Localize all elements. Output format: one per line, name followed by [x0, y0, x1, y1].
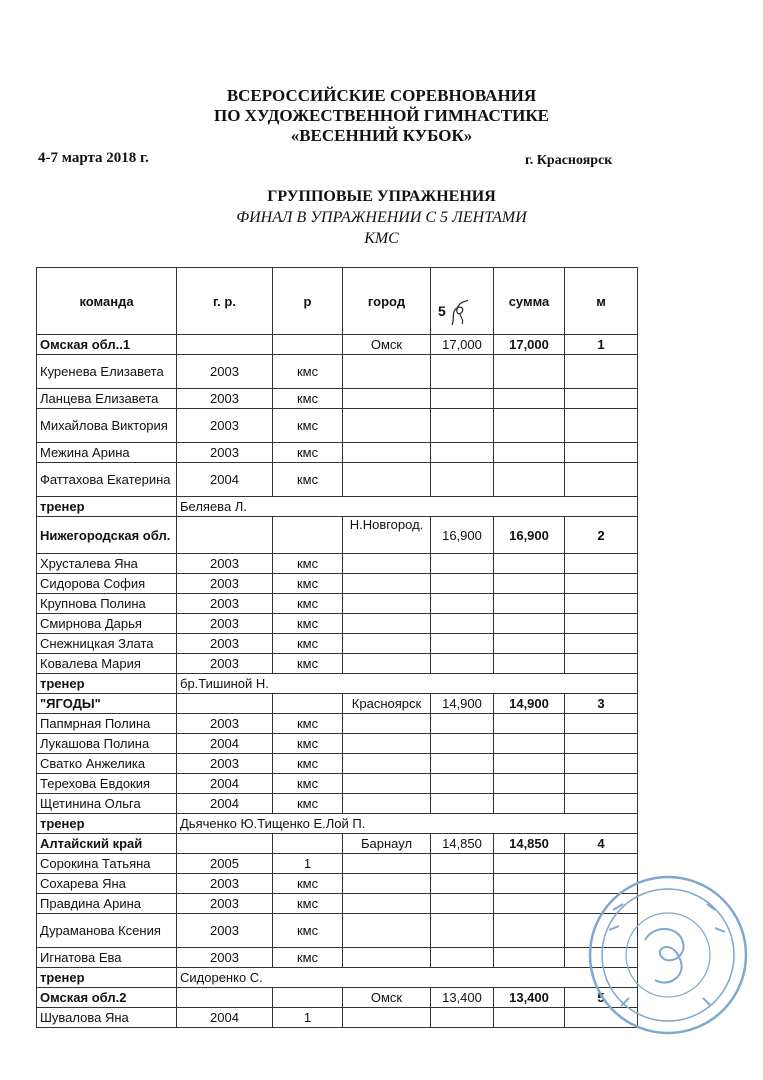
empty-cell	[565, 554, 638, 574]
empty-cell	[494, 634, 565, 654]
empty-cell	[494, 874, 565, 894]
athlete-rank: кмс	[273, 614, 343, 634]
empty-cell	[565, 463, 638, 497]
athlete-rank: 1	[273, 854, 343, 874]
empty-cell	[494, 594, 565, 614]
athlete-row	[37, 554, 638, 574]
empty-cell	[343, 443, 431, 463]
athlete-year: 2004	[177, 734, 273, 754]
team-place: 5	[565, 988, 638, 1008]
athlete-year: 2003	[177, 614, 273, 634]
empty-cell	[343, 894, 431, 914]
athlete-name: Терехова Евдокия	[37, 774, 177, 794]
empty-cell	[431, 594, 494, 614]
empty-cell	[565, 734, 638, 754]
athlete-row	[37, 948, 638, 968]
athlete-name: Игнатова Ева	[37, 948, 177, 968]
athlete-year: 2003	[177, 874, 273, 894]
team-score: 17,000	[431, 335, 494, 355]
section-category: КМС	[364, 230, 399, 247]
empty-cell	[494, 463, 565, 497]
results-table	[36, 267, 638, 1028]
team-year-cell	[177, 988, 273, 1008]
athlete-row	[37, 634, 638, 654]
athlete-year: 2003	[177, 574, 273, 594]
athlete-name: Дураманова Ксения	[37, 914, 177, 948]
empty-cell	[343, 654, 431, 674]
athlete-year: 2003	[177, 914, 273, 948]
athlete-rank: кмс	[273, 654, 343, 674]
empty-cell	[565, 634, 638, 654]
team-place: 1	[565, 335, 638, 355]
empty-cell	[343, 1008, 431, 1028]
athlete-year: 2003	[177, 754, 273, 774]
athlete-name: Лукашова Полина	[37, 734, 177, 754]
athlete-year: 2004	[177, 774, 273, 794]
team-sum: 13,400	[494, 988, 565, 1008]
athlete-name: Папмрная Полина	[37, 714, 177, 734]
empty-cell	[343, 914, 431, 948]
athlete-year: 2003	[177, 389, 273, 409]
empty-cell	[494, 714, 565, 734]
section-subtitle: ФИНАЛ В УПРАЖНЕНИИ С 5 ЛЕНТАМИ	[236, 209, 527, 226]
empty-cell	[431, 854, 494, 874]
coach-name: Дьяченко Ю.Тищенко Е.Лой П.	[177, 814, 638, 834]
empty-cell	[494, 794, 565, 814]
empty-cell	[431, 574, 494, 594]
athlete-year: 2003	[177, 443, 273, 463]
athlete-rank: кмс	[273, 734, 343, 754]
doc-title-line2: ПО ХУДОЖЕСТВЕННОЙ ГИМНАСТИКЕ	[213, 106, 550, 125]
empty-cell	[565, 355, 638, 389]
empty-cell	[431, 463, 494, 497]
athlete-year: 2004	[177, 794, 273, 814]
athlete-rank: кмс	[273, 714, 343, 734]
empty-cell	[494, 1008, 565, 1028]
empty-cell	[343, 754, 431, 774]
athlete-name: Куренева Елизавета	[37, 355, 177, 389]
empty-cell	[565, 443, 638, 463]
team-score: 14,850	[431, 834, 494, 854]
athlete-year: 2003	[177, 554, 273, 574]
empty-cell	[431, 389, 494, 409]
empty-cell	[431, 794, 494, 814]
col-header-place: м	[565, 268, 638, 335]
coach-label: тренер	[37, 497, 177, 517]
empty-cell	[343, 734, 431, 754]
team-name: Алтайский край	[37, 834, 177, 854]
empty-cell	[431, 914, 494, 948]
empty-cell	[565, 574, 638, 594]
team-row	[37, 988, 638, 1008]
team-sum: 17,000	[494, 335, 565, 355]
athlete-year: 2003	[177, 654, 273, 674]
empty-cell	[431, 443, 494, 463]
table-header-row	[37, 268, 638, 335]
col-header-sum: сумма	[494, 268, 565, 335]
athlete-year: 2004	[177, 463, 273, 497]
athlete-rank: кмс	[273, 594, 343, 614]
team-name: Омская обл.2	[37, 988, 177, 1008]
team-city: Красноярск	[343, 694, 431, 714]
athlete-rank: кмс	[273, 409, 343, 443]
team-city: Омск	[343, 988, 431, 1008]
empty-cell	[431, 634, 494, 654]
empty-cell	[565, 794, 638, 814]
empty-cell	[431, 654, 494, 674]
athlete-name: Смирнова Дарья	[37, 614, 177, 634]
athlete-name: Сохарева Яна	[37, 874, 177, 894]
coach-name: Беляева Л.	[177, 497, 638, 517]
apparatus-count: 5	[438, 303, 446, 320]
team-sum: 14,900	[494, 694, 565, 714]
doc-title-line1: ВСЕРОССИЙСКИЕ СОРЕВНОВАНИЯ	[226, 86, 537, 105]
athlete-year: 2003	[177, 948, 273, 968]
athlete-name: Крупнова Полина	[37, 594, 177, 614]
athlete-rank: кмс	[273, 874, 343, 894]
team-name: Омская обл..1	[37, 335, 177, 355]
athlete-rank: кмс	[273, 948, 343, 968]
empty-cell	[431, 614, 494, 634]
team-rank-cell	[273, 834, 343, 854]
athlete-rank: кмс	[273, 554, 343, 574]
athlete-name: Фаттахова Екатерина	[37, 463, 177, 497]
team-year-cell	[177, 834, 273, 854]
team-row	[37, 517, 638, 554]
athlete-rank: кмс	[273, 914, 343, 948]
athlete-row	[37, 1008, 638, 1028]
empty-cell	[343, 355, 431, 389]
col-header-city: город	[343, 268, 431, 335]
empty-cell	[431, 774, 494, 794]
athlete-name: Снежницкая Злата	[37, 634, 177, 654]
team-row	[37, 335, 638, 355]
empty-cell	[343, 554, 431, 574]
empty-cell	[565, 654, 638, 674]
empty-cell	[343, 389, 431, 409]
empty-cell	[565, 754, 638, 774]
athlete-row	[37, 894, 638, 914]
team-row	[37, 694, 638, 714]
team-rank-cell	[273, 988, 343, 1008]
athlete-name: Сватко Анжелика	[37, 754, 177, 774]
empty-cell	[494, 948, 565, 968]
athlete-row	[37, 594, 638, 614]
team-name: "ЯГОДЫ"	[37, 694, 177, 714]
empty-cell	[343, 614, 431, 634]
empty-cell	[431, 894, 494, 914]
col-header-apparatus	[431, 268, 494, 335]
athlete-name: Шувалова Яна	[37, 1008, 177, 1028]
athlete-row	[37, 774, 638, 794]
empty-cell	[494, 443, 565, 463]
empty-cell	[343, 948, 431, 968]
athlete-rank: кмс	[273, 355, 343, 389]
coach-row	[37, 497, 638, 517]
empty-cell	[431, 874, 494, 894]
athlete-name: Межина Арина	[37, 443, 177, 463]
team-year-cell	[177, 335, 273, 355]
athlete-rank: 1	[273, 1008, 343, 1028]
empty-cell	[431, 714, 494, 734]
athlete-year: 2005	[177, 854, 273, 874]
empty-cell	[343, 594, 431, 614]
empty-cell	[343, 463, 431, 497]
athlete-row	[37, 355, 638, 389]
athlete-rank: кмс	[273, 754, 343, 774]
team-row	[37, 834, 638, 854]
empty-cell	[431, 1008, 494, 1028]
doc-title-line3: «ВЕСЕННИЙ КУБОК»	[290, 126, 473, 145]
empty-cell	[494, 894, 565, 914]
empty-cell	[494, 614, 565, 634]
coach-row	[37, 968, 638, 988]
empty-cell	[494, 554, 565, 574]
athlete-row	[37, 443, 638, 463]
coach-name: бр.Тишиной Н.	[177, 674, 638, 694]
athlete-year: 2003	[177, 355, 273, 389]
athlete-name: Щетинина Ольга	[37, 794, 177, 814]
athlete-row	[37, 754, 638, 774]
athlete-row	[37, 614, 638, 634]
team-score: 16,900	[431, 517, 494, 554]
athlete-row	[37, 794, 638, 814]
empty-cell	[565, 389, 638, 409]
team-city: Н.Новгород.	[343, 517, 431, 554]
empty-cell	[494, 914, 565, 948]
coach-name: Сидоренко С.	[177, 968, 638, 988]
empty-cell	[431, 948, 494, 968]
team-name: Нижегородская обл.	[37, 517, 177, 554]
team-rank-cell	[273, 335, 343, 355]
empty-cell	[494, 409, 565, 443]
team-score: 13,400	[431, 988, 494, 1008]
empty-cell	[565, 614, 638, 634]
athlete-row	[37, 409, 638, 443]
athlete-name: Ланцева Елизавета	[37, 389, 177, 409]
athlete-name: Сорокина Татьяна	[37, 854, 177, 874]
empty-cell	[565, 714, 638, 734]
empty-cell	[343, 714, 431, 734]
team-year-cell	[177, 694, 273, 714]
athlete-rank: кмс	[273, 389, 343, 409]
section-title: ГРУППОВЫЕ УПРАЖНЕНИЯ	[267, 188, 496, 205]
event-city: г. Красноярск	[525, 153, 613, 168]
empty-cell	[565, 594, 638, 614]
event-date: 4-7 марта 2018 г.	[38, 150, 149, 166]
empty-cell	[431, 554, 494, 574]
athlete-name: Правдина Арина	[37, 894, 177, 914]
empty-cell	[494, 574, 565, 594]
athlete-name: Михайлова Виктория	[37, 409, 177, 443]
coach-label: тренер	[37, 814, 177, 834]
team-sum: 16,900	[494, 517, 565, 554]
coach-row	[37, 814, 638, 834]
empty-cell	[565, 774, 638, 794]
empty-cell	[494, 389, 565, 409]
athlete-row	[37, 463, 638, 497]
athlete-rank: кмс	[273, 794, 343, 814]
team-place: 4	[565, 834, 638, 854]
empty-cell	[343, 874, 431, 894]
athlete-rank: кмс	[273, 463, 343, 497]
col-header-rank: р	[273, 268, 343, 335]
athlete-rank: кмс	[273, 443, 343, 463]
athlete-row	[37, 874, 638, 894]
athlete-row	[37, 914, 638, 948]
col-header-team: команда	[37, 268, 177, 335]
empty-cell	[431, 734, 494, 754]
athlete-year: 2003	[177, 634, 273, 654]
athlete-year: 2004	[177, 1008, 273, 1028]
team-sum: 14,850	[494, 834, 565, 854]
athlete-row	[37, 654, 638, 674]
team-rank-cell	[273, 694, 343, 714]
athlete-year: 2003	[177, 594, 273, 614]
empty-cell	[431, 754, 494, 774]
coach-label: тренер	[37, 674, 177, 694]
athlete-rank: кмс	[273, 774, 343, 794]
team-year-cell	[177, 517, 273, 554]
athlete-rank: кмс	[273, 894, 343, 914]
athlete-rank: кмс	[273, 574, 343, 594]
team-score: 14,900	[431, 694, 494, 714]
empty-cell	[494, 754, 565, 774]
ribbon-icon	[449, 298, 471, 328]
empty-cell	[494, 854, 565, 874]
official-stamp	[583, 870, 753, 1040]
coach-row	[37, 674, 638, 694]
empty-cell	[343, 774, 431, 794]
empty-cell	[565, 409, 638, 443]
empty-cell	[494, 774, 565, 794]
athlete-row	[37, 574, 638, 594]
athlete-row	[37, 734, 638, 754]
athlete-year: 2003	[177, 894, 273, 914]
athlete-name: Ковалева Мария	[37, 654, 177, 674]
col-header-year: г. р.	[177, 268, 273, 335]
athlete-row	[37, 854, 638, 874]
empty-cell	[343, 574, 431, 594]
empty-cell	[431, 409, 494, 443]
team-place: 3	[565, 694, 638, 714]
empty-cell	[494, 654, 565, 674]
athlete-name: Хрусталева Яна	[37, 554, 177, 574]
team-place: 2	[565, 517, 638, 554]
athlete-row	[37, 389, 638, 409]
athlete-year: 2003	[177, 409, 273, 443]
athlete-row	[37, 714, 638, 734]
empty-cell	[343, 634, 431, 654]
athlete-name: Сидорова София	[37, 574, 177, 594]
team-city: Барнаул	[343, 834, 431, 854]
athlete-year: 2003	[177, 714, 273, 734]
coach-label: тренер	[37, 968, 177, 988]
team-rank-cell	[273, 517, 343, 554]
empty-cell	[343, 409, 431, 443]
empty-cell	[343, 854, 431, 874]
empty-cell	[494, 355, 565, 389]
athlete-rank: кмс	[273, 634, 343, 654]
team-city: Омск	[343, 335, 431, 355]
empty-cell	[343, 794, 431, 814]
empty-cell	[494, 734, 565, 754]
empty-cell	[431, 355, 494, 389]
